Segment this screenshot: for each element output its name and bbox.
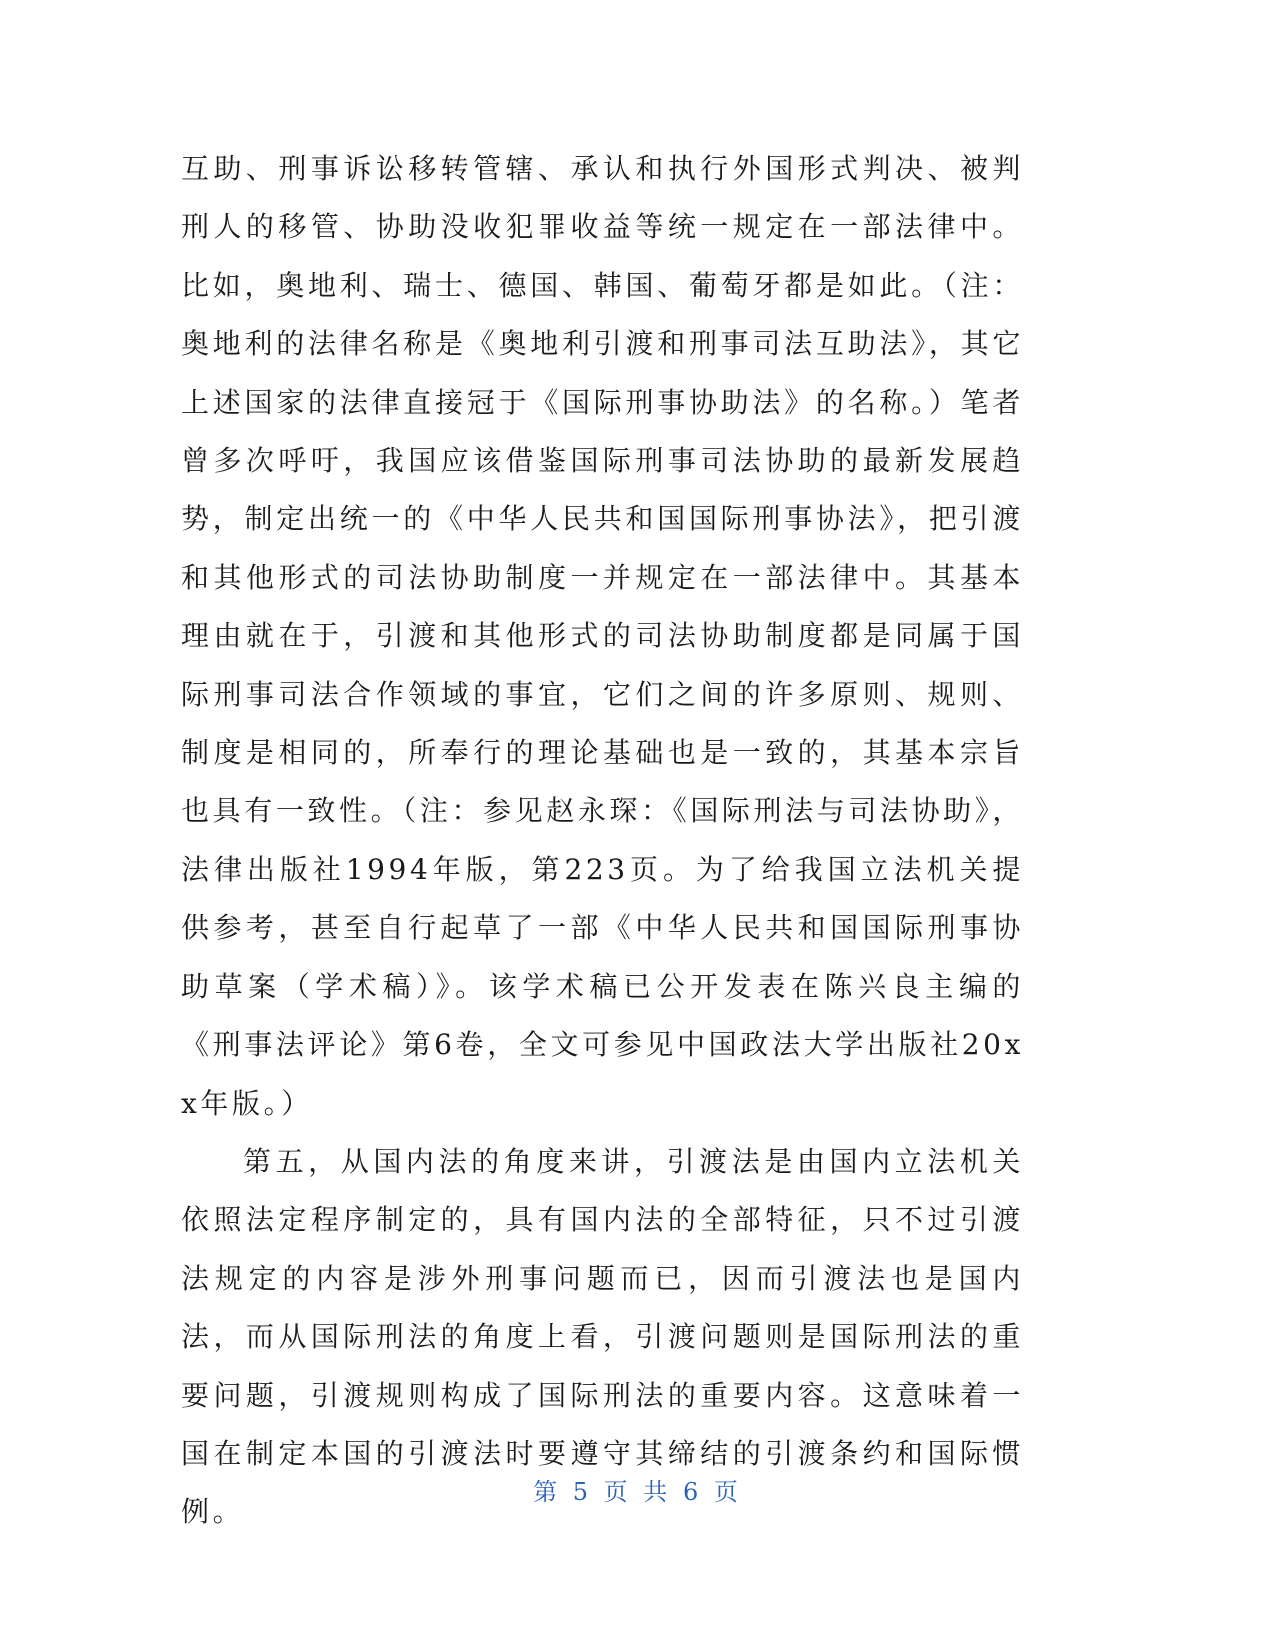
paragraph-fifth-point: 第五，从国内法的角度来讲，引渡法是由国内立法机关依照法定程序制定的，具有国内法的全部特征，只不过引渡法规定的内容是涉外刑事问题而已，因而引渡法也是国内法，而从国际刑法的角度上看，引渡问题则是国际刑法的重要问题，引渡规则构成了国际刑法的重要内容。这意味着一国在制定本国的引渡法时要遵守其缔结的引渡条约和国际惯例。 <box>181 1144 1024 1529</box>
page-number-label: 第 5 页 共 6 页 <box>533 1478 742 1506</box>
document-body <box>181 140 1024 1542</box>
paragraph-continued: 互助、刑事诉讼移转管辖、承认和执行外国形式判决、被判刑人的移管、协助没收犯罪收益等统一规定在一部法律中。比如，奥地利、瑞士、德国、韩国、葡萄牙都是如此。（注：奥地利的法律名称是《奥地利引渡和刑事司法互助法》，其它上述国家的法律直接冠于《国际刑事协助法》的名称。）笔者曾多次呼吁，我国应该借鉴国际刑事司法协助的最新发展趋势，制定出统一的《中华人民共和国国际刑事协法》，把引渡和其他形式的司法协助制度一并规定在一部法律中。其基本理由就在于，引渡和其他形式的司法协助制度都是同属于国际刑事司法合作领域的事宜，它们之间的许多原则、规则、制度是相同的，所奉行的理论基础也是一致的，其基本宗旨也具有一致性。（注：参见赵永琛：《国际刑法与司法协助》，法律出版社1994年版，第223页。为了给我国立法机关提供参考，甚至自行起草了一部《中华人民共和国国际刑事协助草案（学术稿）》。该学术稿已公开发表在陈兴良主编的《刑事法评论》第6卷，全文可参见中国政法大学出版社20xx年版。） <box>181 152 1024 1120</box>
page-footer <box>0 1472 1275 1507</box>
